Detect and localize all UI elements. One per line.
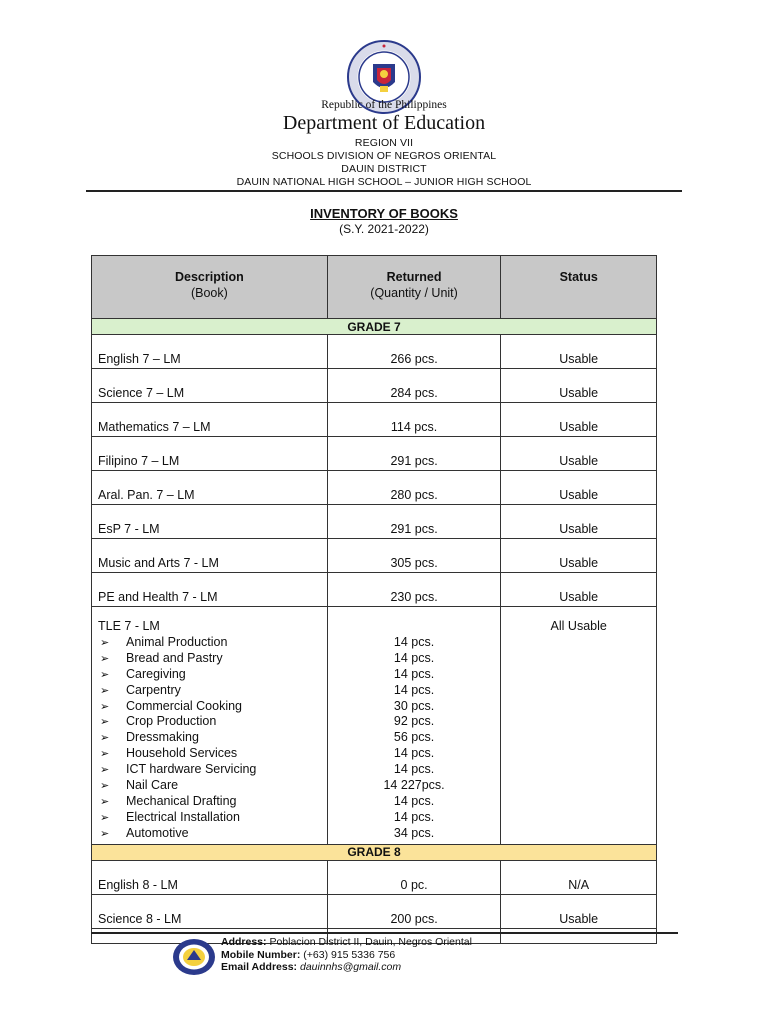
table-row <box>92 539 657 573</box>
tle-status: All Usable <box>501 607 657 845</box>
book-quantity: 291 pcs. <box>327 437 501 471</box>
tle-subitem <box>98 794 327 810</box>
table-row <box>92 573 657 607</box>
table-row <box>92 335 657 369</box>
book-status: Usable <box>501 471 657 505</box>
header-description: Description (Book) <box>92 256 328 319</box>
tle-subitem <box>98 651 327 667</box>
book-status: N/A <box>501 860 657 894</box>
tle-subitem-name: Crop Production <box>126 714 217 729</box>
tle-subitem-quantity: 14 pcs. <box>393 650 435 665</box>
district-line: DAUIN DISTRICT <box>341 163 427 175</box>
tle-subitem-name: Animal Production <box>126 635 228 649</box>
tle-subitem-quantity: 14 227pcs. <box>383 778 445 793</box>
tle-subitem-name: Automotive <box>126 825 189 840</box>
arrowhead-bullet-icon: ➢ <box>100 732 110 745</box>
book-quantity: 230 pcs. <box>327 573 501 607</box>
tle-subitem-quantity: 14 pcs. <box>393 682 435 697</box>
header-status: Status <box>501 256 657 319</box>
tle-subitem-name: Commercial Cooking <box>126 698 243 713</box>
tle-subitem-quantity: 56 pcs. <box>393 730 435 745</box>
tle-subitem <box>98 746 327 762</box>
school-line: DAUIN NATIONAL HIGH SCHOOL – JUNIOR HIGH SCHOOL <box>236 176 532 188</box>
tle-subitem <box>98 810 327 826</box>
tle-subitem-quantity: 14 pcs. <box>393 635 435 649</box>
tle-row <box>92 607 657 845</box>
inventory-table <box>91 255 657 944</box>
book-status: Usable <box>501 505 657 539</box>
tle-subitem-quantity: 30 pcs. <box>393 698 435 713</box>
tle-subitem <box>98 826 327 842</box>
tle-subitem-quantity: 92 pcs. <box>393 714 435 729</box>
arrowhead-bullet-icon: ➢ <box>100 811 110 824</box>
book-status: Usable <box>501 539 657 573</box>
tle-subitem-name: Nail Care <box>126 778 179 793</box>
book-description: Filipino 7 – LM <box>92 437 328 471</box>
table-row <box>92 437 657 471</box>
division-line: SCHOOLS DIVISION OF NEGROS ORIENTAL <box>271 150 497 162</box>
tle-subitem <box>98 635 327 651</box>
footer-address: Address: Poblacion District II, Dauin, Negros Oriental <box>221 936 472 948</box>
book-description: English 7 – LM <box>92 335 328 369</box>
tle-subitem <box>98 683 327 699</box>
footer-mobile: Mobile Number: (+63) 915 5336 756 <box>221 948 396 961</box>
arrowhead-bullet-icon: ➢ <box>100 716 110 729</box>
book-description: Aral. Pan. 7 – LM <box>92 471 328 505</box>
tle-subitem-quantity: 14 pcs. <box>393 793 435 808</box>
school-logo-icon <box>172 938 216 976</box>
table-row <box>92 471 657 505</box>
book-description: Science 7 – LM <box>92 369 328 403</box>
footer-contact <box>221 936 472 974</box>
tle-subitem <box>98 730 327 746</box>
book-description: PE and Health 7 - LM <box>92 573 328 607</box>
book-quantity: 0 pc. <box>327 860 501 894</box>
book-description: EsP 7 - LM <box>92 505 328 539</box>
tle-subitem-name: ICT hardware Servicing <box>126 762 257 777</box>
arrowhead-bullet-icon: ➢ <box>100 827 110 840</box>
arrowhead-bullet-icon: ➢ <box>100 684 110 697</box>
tle-subitem <box>98 699 327 715</box>
footer-email: Email Address: dauinnhs@gmail.com <box>221 961 402 973</box>
book-quantity: 284 pcs. <box>327 369 501 403</box>
book-description: Science 8 - LM <box>92 894 328 928</box>
tle-subitem <box>98 714 327 730</box>
table-row <box>92 894 657 928</box>
arrowhead-bullet-icon: ➢ <box>100 652 110 665</box>
tle-subitem-quantity: 14 pcs. <box>393 746 435 761</box>
arrowhead-bullet-icon: ➢ <box>100 700 110 713</box>
book-status: Usable <box>501 573 657 607</box>
grade-8-heading: GRADE 8 <box>92 844 657 860</box>
tle-subitem-quantity: 14 pcs. <box>393 809 435 824</box>
book-status: Usable <box>501 403 657 437</box>
tle-subitem-name: Mechanical Drafting <box>126 793 237 808</box>
document-title: INVENTORY OF BOOKS <box>310 206 458 221</box>
arrowhead-bullet-icon: ➢ <box>100 780 110 793</box>
header-returned: Returned (Quantity / Unit) <box>327 256 501 319</box>
book-quantity: 114 pcs. <box>327 403 501 437</box>
book-status: Usable <box>501 894 657 928</box>
footer-divider <box>91 932 678 934</box>
tle-subitem-name: Household Services <box>126 746 238 761</box>
tle-quantities <box>327 607 501 845</box>
book-status: Usable <box>501 437 657 471</box>
arrowhead-bullet-icon: ➢ <box>100 637 110 649</box>
tle-subitem-quantity: 14 pcs. <box>393 666 435 681</box>
arrowhead-bullet-icon: ➢ <box>100 795 110 808</box>
tle-subitem-name: Caregiving <box>126 666 186 681</box>
school-year: (S.Y. 2021-2022) <box>339 222 429 236</box>
book-description: Music and Arts 7 - LM <box>92 539 328 573</box>
book-status: Usable <box>501 335 657 369</box>
book-status: Usable <box>501 369 657 403</box>
region-line: REGION VII <box>354 137 414 149</box>
republic-line: Republic of the Philippines <box>321 99 447 111</box>
tle-subitem-name: Carpentry <box>126 682 181 697</box>
tle-subitem-quantity: 34 pcs. <box>393 825 435 840</box>
book-quantity: 305 pcs. <box>327 539 501 573</box>
tle-subitem <box>98 667 327 683</box>
arrowhead-bullet-icon: ➢ <box>100 668 110 681</box>
grade-7-heading: GRADE 7 <box>92 319 657 335</box>
tle-description: TLE 7 - LM ➢ Animal Production ➢ Bread and Pastry ➢ Caregiving ➢ Carpentry ➢ Commercial Cooking ➢ Crop Production ➢ Dressmaking ➢ Household Services ➢ ICT hardware Servicing ➢ Nail Care ➢ Mechanical Drafting ➢ Electrical Installation ➢ Automotive <box>92 607 328 845</box>
arrowhead-bullet-icon: ➢ <box>100 764 110 777</box>
header-divider <box>86 190 682 192</box>
book-quantity: 266 pcs. <box>327 335 501 369</box>
tle-subitem <box>98 778 327 794</box>
book-quantity: 291 pcs. <box>327 505 501 539</box>
table-row <box>92 505 657 539</box>
book-description: English 8 - LM <box>92 860 328 894</box>
table-row <box>92 860 657 894</box>
tle-subitem-quantity: 14 pcs. <box>393 762 435 777</box>
table-row <box>92 403 657 437</box>
book-description: Mathematics 7 – LM <box>92 403 328 437</box>
tle-subitem-name: Bread and Pastry <box>126 650 223 665</box>
table-header-row <box>92 256 657 319</box>
tle-subitem <box>98 762 327 778</box>
book-quantity: 200 pcs. <box>327 894 501 928</box>
tle-subitem-name: Dressmaking <box>126 730 199 745</box>
tle-subitem-name: Electrical Installation <box>126 809 240 824</box>
department-title: Department of Education <box>282 112 486 134</box>
arrowhead-bullet-icon: ➢ <box>100 748 110 761</box>
book-quantity: 280 pcs. <box>327 471 501 505</box>
table-row <box>92 369 657 403</box>
